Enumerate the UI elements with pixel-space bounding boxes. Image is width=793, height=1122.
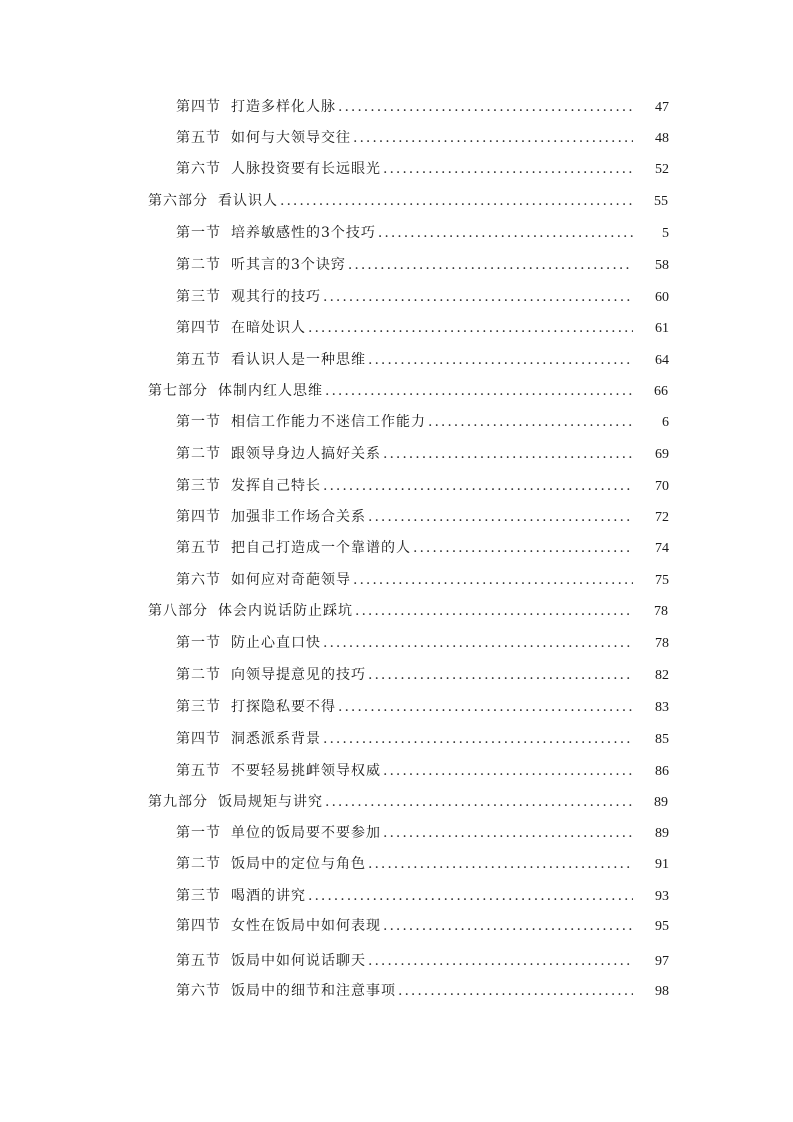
toc-entry-title: 单位的饭局要不要参加	[231, 825, 381, 841]
toc-leader-dots	[355, 600, 632, 622]
toc-leader-dots	[280, 190, 632, 212]
toc-page-number: 48	[655, 131, 669, 146]
toc-section-entry[interactable]	[176, 411, 669, 433]
toc-leader-dots	[323, 286, 633, 308]
toc-leader-dots	[378, 222, 633, 244]
toc-leader-dots	[338, 696, 633, 718]
toc-section-entry[interactable]	[176, 760, 669, 782]
toc-entry-label	[176, 915, 381, 937]
toc-entry-number: 第五节	[176, 352, 221, 368]
toc-section-entry[interactable]	[176, 475, 669, 497]
toc-page-number: 58	[655, 258, 669, 273]
toc-entry-title: 女性在饭局中如何表现	[231, 918, 381, 934]
toc-entry-title: 饭局规矩与讲究	[218, 794, 323, 810]
toc-entry-title: 不要轻易挑衅领导权威	[231, 763, 381, 779]
toc-entry-number: 第三节	[176, 289, 221, 305]
toc-leader-dots	[383, 822, 633, 844]
toc-leader-dots	[353, 569, 633, 591]
toc-entry-label	[176, 475, 321, 497]
toc-page-number: 83	[655, 700, 669, 715]
toc-page-number: 52	[655, 162, 669, 177]
toc-entry-number: 第三节	[176, 699, 221, 715]
toc-page-number: 95	[655, 919, 669, 934]
toc-leader-dots	[383, 158, 633, 180]
toc-section-entry[interactable]	[176, 632, 669, 654]
toc-page-number: 70	[655, 479, 669, 494]
toc-part-entry[interactable]	[148, 791, 668, 813]
toc-entry-label	[176, 158, 381, 180]
toc-entry-title: 看认识人是一种思维	[231, 352, 366, 368]
toc-entry-label	[148, 600, 353, 622]
toc-entry-title: 在暗处识人	[231, 320, 306, 336]
toc-section-entry[interactable]	[176, 853, 669, 875]
toc-entry-number: 第二节	[176, 667, 221, 683]
toc-entry-label	[176, 760, 381, 782]
toc-page-number: 75	[655, 573, 669, 588]
toc-section-entry[interactable]	[176, 822, 669, 844]
toc-leader-dots	[398, 980, 633, 1002]
toc-leader-dots	[308, 885, 633, 907]
toc-entry-title: 体制内红人思维	[218, 383, 323, 399]
toc-section-entry[interactable]	[176, 696, 669, 718]
toc-page-number: 91	[655, 857, 669, 872]
toc-entry-label	[176, 254, 346, 276]
toc-entry-label	[176, 317, 306, 339]
toc-entry-label	[176, 506, 366, 528]
toc-section-entry[interactable]	[176, 915, 669, 937]
toc-entry-number: 第四节	[176, 731, 221, 747]
toc-page-number: 66	[654, 384, 668, 399]
toc-part-entry[interactable]	[148, 600, 668, 622]
toc-entry-title: 观其行的技巧	[231, 289, 321, 305]
toc-entry-number: 第六节	[176, 983, 221, 999]
toc-page-number: 60	[655, 290, 669, 305]
toc-entry-number: 第四节	[176, 320, 221, 336]
toc-section-entry[interactable]	[176, 537, 669, 559]
toc-entry-title: 相信工作能力不迷信工作能力	[231, 414, 426, 430]
toc-part-entry[interactable]	[148, 190, 668, 212]
toc-entry-label	[176, 443, 381, 465]
toc-entry-title: 洞悉派系背景	[231, 731, 321, 747]
toc-entry-title: 打探隐私要不得	[231, 699, 336, 715]
toc-entry-number: 第四节	[176, 509, 221, 525]
toc-entry-title: 饭局中的定位与角色	[231, 856, 366, 872]
toc-page-number: 5	[662, 226, 669, 241]
toc-entry-title: 打造多样化人脉	[231, 99, 336, 115]
toc-page-number: 47	[655, 100, 669, 115]
toc-leader-dots	[383, 915, 633, 937]
toc-entry-title: 培养敏感性的3个技巧	[231, 225, 376, 241]
toc-section-entry[interactable]	[176, 317, 669, 339]
toc-section-entry[interactable]	[176, 664, 669, 686]
toc-page-number: 64	[655, 353, 669, 368]
toc-page-number: 85	[655, 732, 669, 747]
toc-page-number: 82	[655, 668, 669, 683]
toc-part-entry[interactable]	[148, 380, 668, 402]
toc-entry-label	[176, 822, 381, 844]
toc-section-entry[interactable]	[176, 728, 669, 750]
toc-page-number: 93	[655, 889, 669, 904]
toc-leader-dots	[428, 411, 633, 433]
toc-entry-number: 第一节	[176, 635, 221, 651]
toc-page-number: 55	[654, 194, 668, 209]
toc-entry-number: 第三节	[176, 888, 221, 904]
toc-entry-label	[148, 190, 278, 212]
toc-entry-label	[176, 696, 336, 718]
toc-entry-title: 向领导提意见的技巧	[231, 667, 366, 683]
toc-page-number: 72	[655, 510, 669, 525]
toc-section-entry[interactable]	[176, 349, 669, 371]
toc-page-number: 89	[654, 795, 668, 810]
toc-section-entry[interactable]	[176, 506, 669, 528]
toc-entry-label	[176, 728, 321, 750]
toc-entry-label	[176, 885, 306, 907]
toc-page-number: 98	[655, 984, 669, 999]
toc-entry-label	[176, 853, 366, 875]
toc-section-entry[interactable]	[176, 569, 669, 591]
toc-entry-title: 如何与大领导交往	[231, 130, 351, 146]
toc-entry-title: 听其言的3个诀窍	[231, 257, 346, 273]
toc-entry-number: 第一节	[176, 414, 221, 430]
toc-entry-number: 第二节	[176, 856, 221, 872]
toc-entry-title: 如何应对奇葩领导	[231, 572, 351, 588]
toc-entry-label	[176, 664, 366, 686]
toc-page-number: 78	[655, 636, 669, 651]
toc-leader-dots	[413, 537, 633, 559]
toc-leader-dots	[353, 127, 633, 149]
toc-entry-label	[176, 632, 321, 654]
toc-entry-number: 第九部分	[148, 794, 208, 810]
toc-entry-number: 第二节	[176, 257, 221, 273]
toc-entry-number: 第五节	[176, 540, 221, 556]
toc-section-entry[interactable]	[176, 127, 669, 149]
toc-leader-dots	[368, 950, 633, 972]
toc-entry-title: 看认识人	[218, 193, 278, 209]
toc-entry-number: 第五节	[176, 130, 221, 146]
toc-leader-dots	[323, 632, 633, 654]
toc-entry-number: 第六节	[176, 572, 221, 588]
toc-page-number: 61	[655, 321, 669, 336]
toc-entry-number: 第四节	[176, 99, 221, 115]
toc-entry-label	[176, 569, 351, 591]
toc-entry-label	[176, 222, 376, 244]
toc-entry-title: 喝酒的讲究	[231, 888, 306, 904]
toc-entry-title: 防止心直口快	[231, 635, 321, 651]
toc-entry-label	[176, 286, 321, 308]
toc-page-number: 6	[662, 415, 669, 430]
toc-leader-dots	[383, 443, 633, 465]
toc-entry-title: 饭局中如何说话聊天	[231, 953, 366, 969]
toc-leader-dots	[323, 475, 633, 497]
toc-section-entry[interactable]	[176, 885, 669, 907]
toc-entry-label	[176, 96, 336, 118]
toc-entry-number: 第六节	[176, 161, 221, 177]
toc-entry-number: 第一节	[176, 225, 221, 241]
toc-entry-number: 第五节	[176, 953, 221, 969]
toc-leader-dots	[338, 96, 633, 118]
toc-page-number: 97	[655, 954, 669, 969]
toc-entry-label	[176, 537, 411, 559]
toc-entry-title: 把自己打造成一个靠谱的人	[231, 540, 411, 556]
toc-section-entry[interactable]	[176, 443, 669, 465]
toc-entry-label	[176, 950, 366, 972]
toc-entry-number: 第四节	[176, 918, 221, 934]
toc-entry-number: 第三节	[176, 478, 221, 494]
toc-entry-number: 第一节	[176, 825, 221, 841]
toc-entry-title: 人脉投资要有长远眼光	[231, 161, 381, 177]
toc-entry-number: 第五节	[176, 763, 221, 779]
toc-leader-dots	[368, 664, 633, 686]
toc-page-number: 89	[655, 826, 669, 841]
toc-entry-title: 加强非工作场合关系	[231, 509, 366, 525]
toc-page-number: 78	[654, 604, 668, 619]
toc-section-entry[interactable]	[176, 222, 669, 244]
toc-section-entry[interactable]	[176, 96, 669, 118]
toc-entry-title: 饭局中的细节和注意事项	[231, 983, 396, 999]
toc-entry-number: 第七部分	[148, 383, 208, 399]
toc-entry-label	[148, 791, 323, 813]
toc-entry-title: 跟领导身边人搞好关系	[231, 446, 381, 462]
toc-entry-title: 体会内说话防止踩坑	[218, 603, 353, 619]
toc-leader-dots	[348, 254, 633, 276]
toc-leader-dots	[368, 349, 633, 371]
toc-section-entry[interactable]	[176, 980, 669, 1002]
toc-entry-label	[176, 411, 426, 433]
toc-entry-label	[148, 380, 323, 402]
toc-page-number: 74	[655, 541, 669, 556]
toc-section-entry[interactable]	[176, 158, 669, 180]
toc-section-entry[interactable]	[176, 950, 669, 972]
toc-leader-dots	[323, 728, 633, 750]
toc-leader-dots	[383, 760, 633, 782]
toc-entry-label	[176, 349, 366, 371]
toc-leader-dots	[368, 853, 633, 875]
toc-leader-dots	[368, 506, 633, 528]
toc-leader-dots	[308, 317, 633, 339]
toc-entry-label	[176, 980, 396, 1002]
toc-entry-title: 发挥自己特长	[231, 478, 321, 494]
toc-page-number: 86	[655, 764, 669, 779]
toc-entry-number: 第六部分	[148, 193, 208, 209]
toc-entry-number: 第八部分	[148, 603, 208, 619]
toc-page-number: 69	[655, 447, 669, 462]
toc-leader-dots	[325, 791, 632, 813]
toc-section-entry[interactable]	[176, 286, 669, 308]
toc-entry-number: 第二节	[176, 446, 221, 462]
toc-leader-dots	[325, 380, 632, 402]
toc-entry-label	[176, 127, 351, 149]
toc-section-entry[interactable]	[176, 254, 669, 276]
